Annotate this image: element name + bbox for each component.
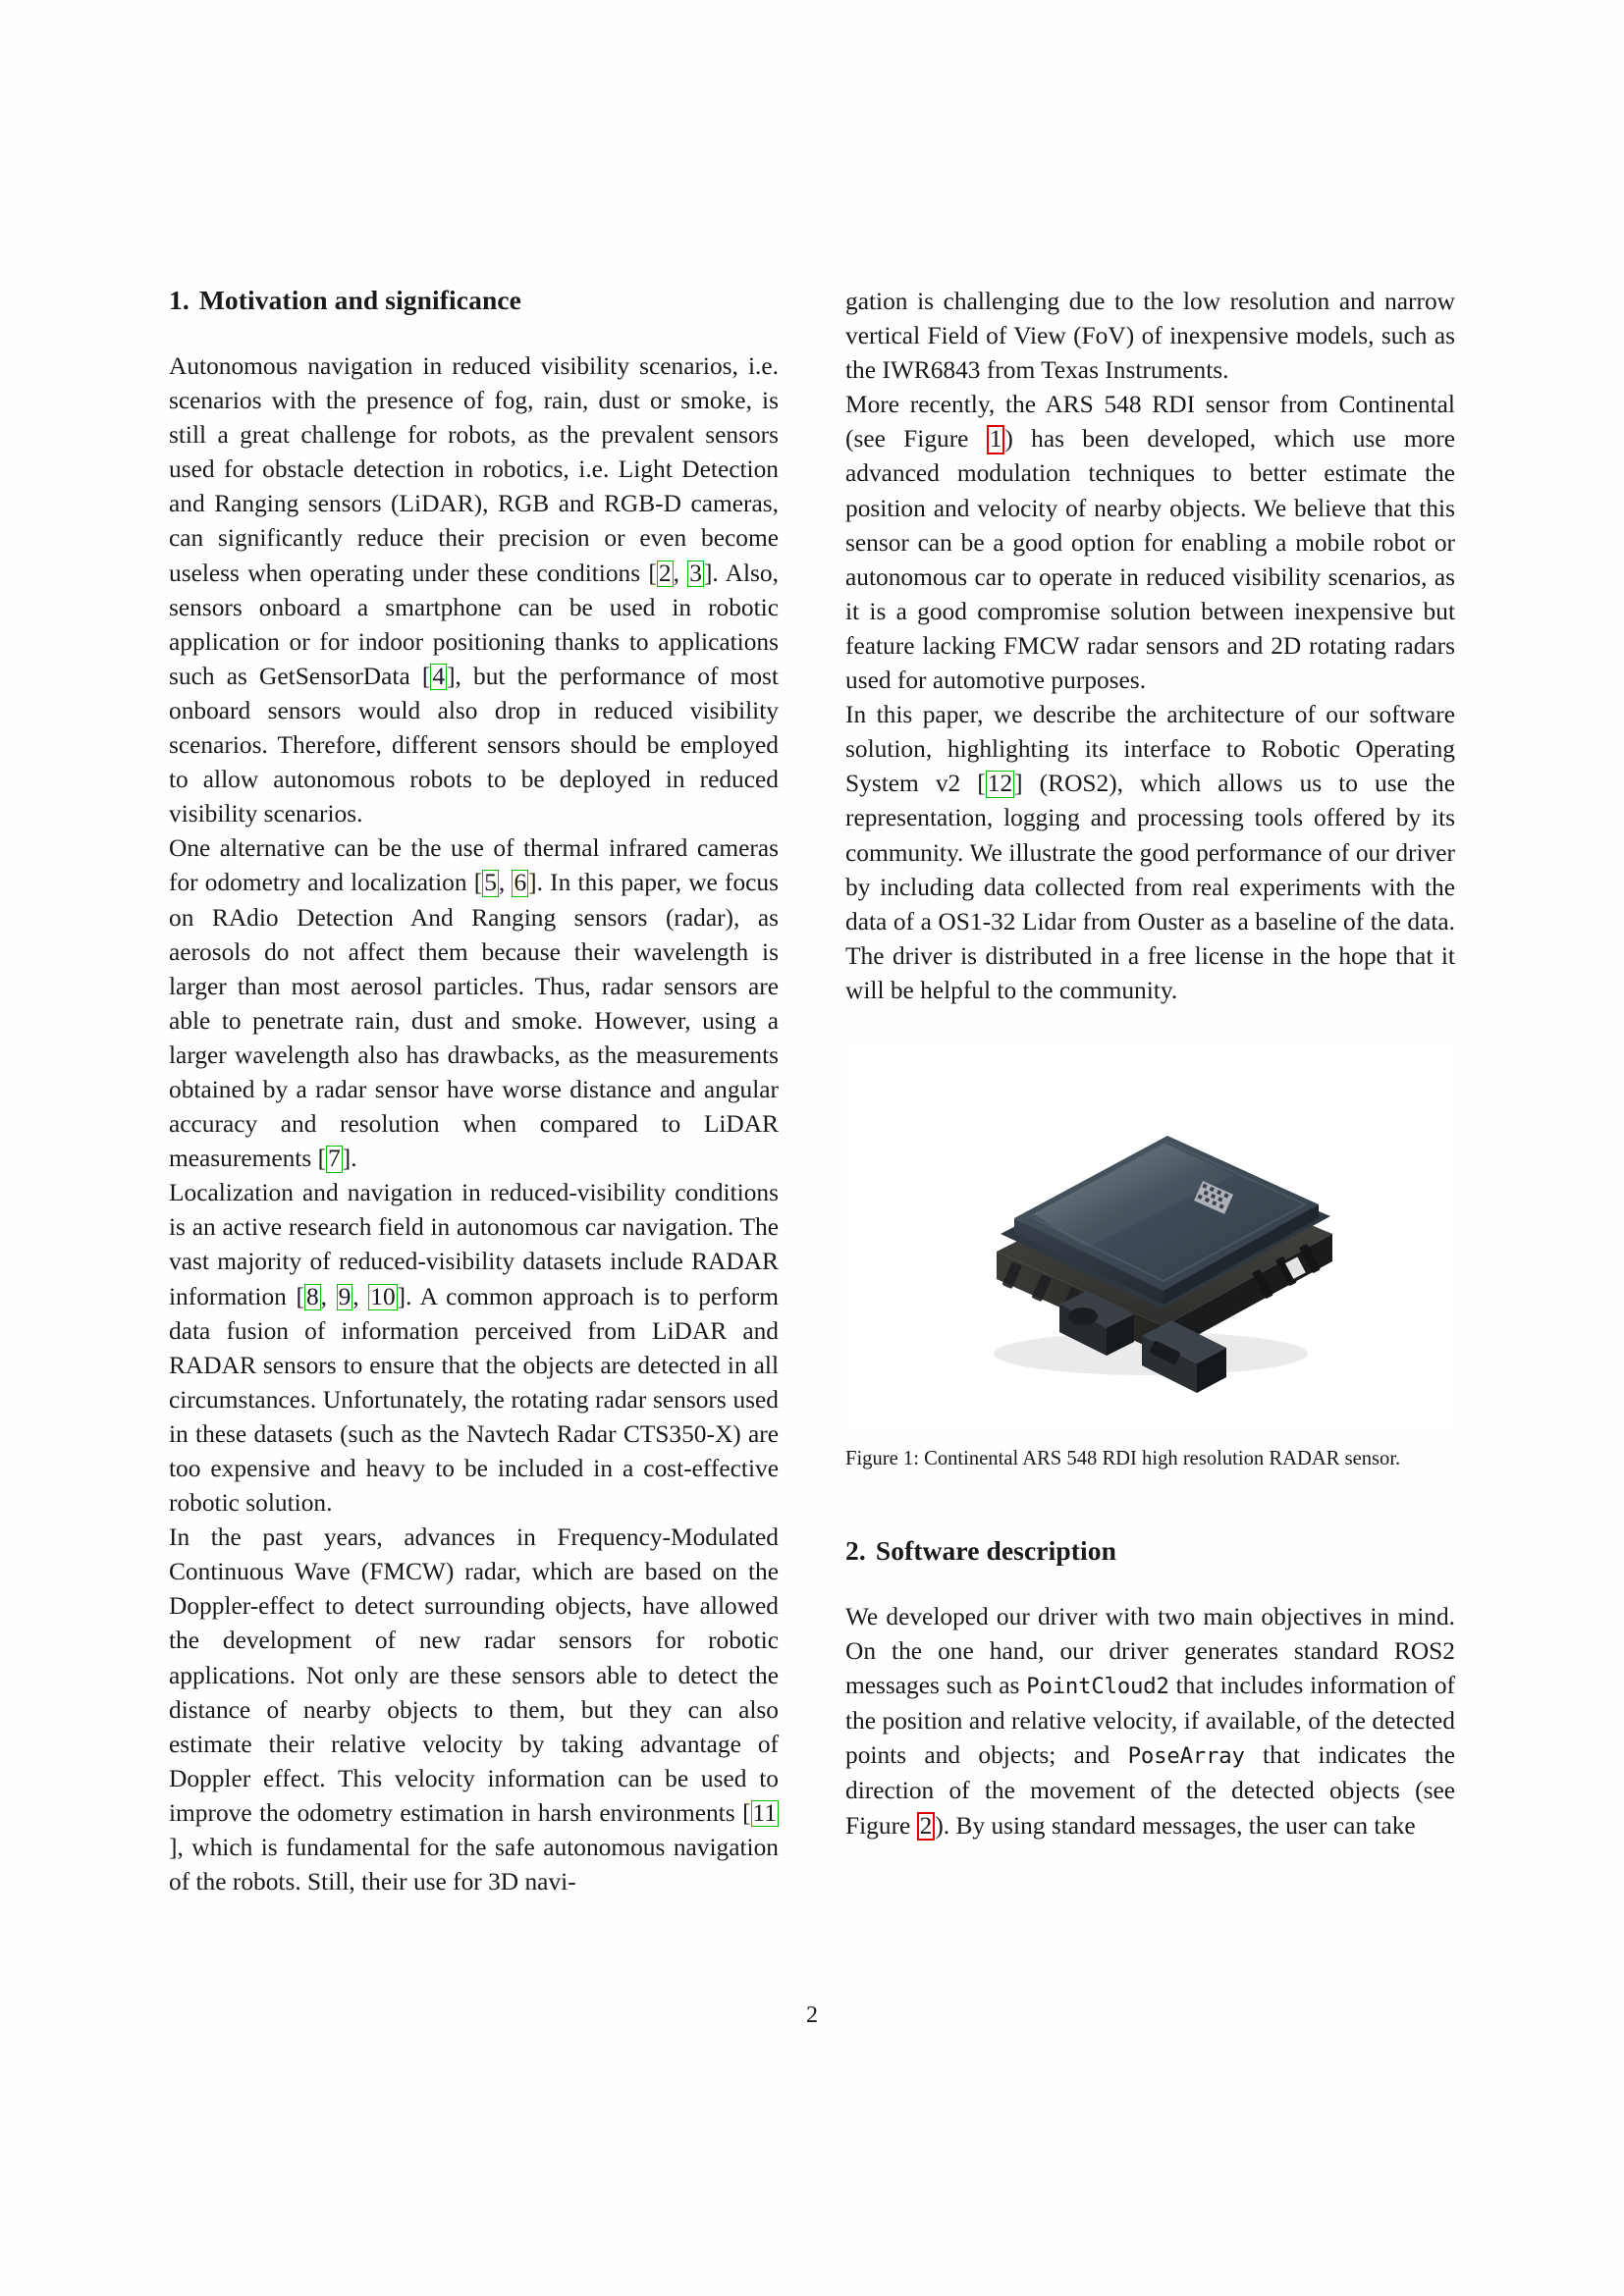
citation-link[interactable]: 9 <box>338 1282 352 1310</box>
citation-link[interactable]: 2 <box>658 559 672 587</box>
citation-link[interactable]: 3 <box>689 559 702 587</box>
section-number: 1. <box>169 285 189 315</box>
section-heading-software-description <box>845 1535 1455 1567</box>
inline-code: PoseArray <box>1127 1743 1245 1770</box>
section-title: Motivation and significance <box>198 285 521 315</box>
paragraph-driver-objectives: We developed our driver with two main objectives in mind. On the one hand, our driver generates standard ROS2 messages such as PointCloud2 that includes information of the position and relative velocity, if available, of the detected points and objects; and PoseArray that indicates the direction of the movement of the detected objects (see Figure 2 ). By using standard messages, the user can take <box>845 1602 1455 1840</box>
two-column-body <box>169 285 1455 1899</box>
radar-sensor-icon <box>940 1059 1362 1413</box>
right-column <box>845 285 1455 1899</box>
paragraph-localization-datasets: Localization and navigation in reduced-visibility conditions is an active research field in autonomous car navigation. The vast majority of reduced-visibility datasets include RADAR information [8, 9, 10]. A common approach is to perform data fusion of information perceived from LiDAR and RADAR sensors to ensure that the objects are detected in all circumstances. Unfortunately, the rotating radar sensors used in these datasets (such as the Navtech Radar CTS350-X) are too expensive and heavy to be included in a cost-effective robotic solution. <box>169 1179 779 1518</box>
page-number: 2 <box>806 2002 818 2028</box>
paragraph-ars548-intro: More recently, the ARS 548 RDI sensor from Continental (see Figure 1 ) has been developed, which use more advanced modulation techniques to better estimate the position and velocity of nearby objects. We believe that this sensor can be a good option for enabling a mobile robot or autonomous car to operate in reduced visibility scenarios, as it is a good compromise solution between inexpensive but feature lacking FMCW radar sensors and 2D rotating radars used for automotive purposes. <box>845 391 1455 695</box>
section-number: 2. <box>845 1534 866 1566</box>
section-heading-motivation <box>169 285 779 316</box>
figure-label: Figure 1: <box>845 1447 919 1469</box>
radar-sensor-photo <box>845 1043 1455 1428</box>
citation-link[interactable]: 5 <box>484 869 497 897</box>
figure-reference-link[interactable]: 1 <box>987 425 1005 454</box>
figure-1 <box>845 1043 1455 1472</box>
citation-link[interactable]: 6 <box>514 869 527 897</box>
paragraph-thermal-infrared: One alternative can be the use of thermal infrared cameras for odometry and localization [5, 6]. In this paper, we focus on RAdio Detection And Ranging sensors (radar), as aerosols do not affect them because their wavelength is larger than most aerosol particles. Thus, radar sensors are able to penetrate rain, dust and smoke. However, using a larger wavelength also has drawbacks, as the measurements obtained by a radar sensor have worse distance and angular accuracy and resolution when compared to LiDAR measurements [7]. <box>169 834 779 1173</box>
sensor-illustration <box>940 1059 1362 1413</box>
citation-link[interactable]: 7 <box>328 1145 341 1173</box>
inline-code: PointCloud2 <box>1026 1674 1169 1700</box>
section-title: Software description <box>875 1534 1116 1566</box>
left-column <box>169 285 779 1899</box>
figure-reference-link[interactable]: 2 <box>917 1812 936 1841</box>
figure-caption-text: Continental ARS 548 RDI high resolution RADAR sensor. <box>924 1447 1401 1469</box>
paragraph-autonomous-navigation: Autonomous navigation in reduced visibility scenarios, i.e. scenarios with the presence of fog, rain, dust or smoke, is still a great challenge for robots, as the prevalent sensors used for obstacle detection in robotics, i.e. Light Detection and Ranging sensors (LiDAR), RGB and RGB-D cameras, can significantly reduce their precision or even become useless when operating under these conditions [2, 3]. Also, sensors onboard a smartphone can be used in robotic application or for indoor positioning thanks to applications such as GetSensorData [4], but the performance of most onboard sensors would also drop in reduced visibility scenarios. Therefore, different sensors should be employed to allow autonomous robots to be deployed in reduced visibility scenarios. <box>169 352 779 828</box>
citation-link[interactable]: 4 <box>432 662 446 690</box>
citation-link[interactable]: 11 <box>752 1798 777 1827</box>
citation-link[interactable]: 10 <box>370 1282 396 1310</box>
citation-link[interactable]: 8 <box>305 1282 319 1310</box>
paragraph-ros2-architecture: In this paper, we describe the architecture of our software solution, highlighting its interface to Robotic Operating System v2 [12] (ROS2), which allows us to use the representation, logging and processing tools offered by its community. We illustrate the good performance of our driver by including data collected from real experiments with the data of a OS1-32 Lidar from Ouster as a baseline of the data. The driver is distributed in a free license in the hope that it will be helpful to the community. <box>845 701 1455 1004</box>
paragraph-fmcw-radar: In the past years, advances in Frequency-Modulated Continuous Wave (FMCW) radar, which are based on the Doppler-effect to detect surrounding objects, have allowed the development of new radar sensors for robotic applications. Not only are these sensors able to detect the distance of nearby objects to them, but they can also estimate their relative velocity by taking advantage of Doppler effect. This velocity information can be used to improve the odometry estimation in harsh environments [11], which is fundamental for the safe autonomous navigation of the robots. Still, their use for 3D navi- <box>169 1523 779 1896</box>
figure-caption <box>845 1446 1455 1472</box>
paragraph-iwr6843: gation is challenging due to the low resolution and narrow vertical Field of View (FoV) of inexpensive models, such as the IWR6843 from Texas Instruments. <box>845 288 1455 385</box>
connector-right <box>1142 1320 1226 1393</box>
citation-link[interactable]: 12 <box>987 770 1013 798</box>
